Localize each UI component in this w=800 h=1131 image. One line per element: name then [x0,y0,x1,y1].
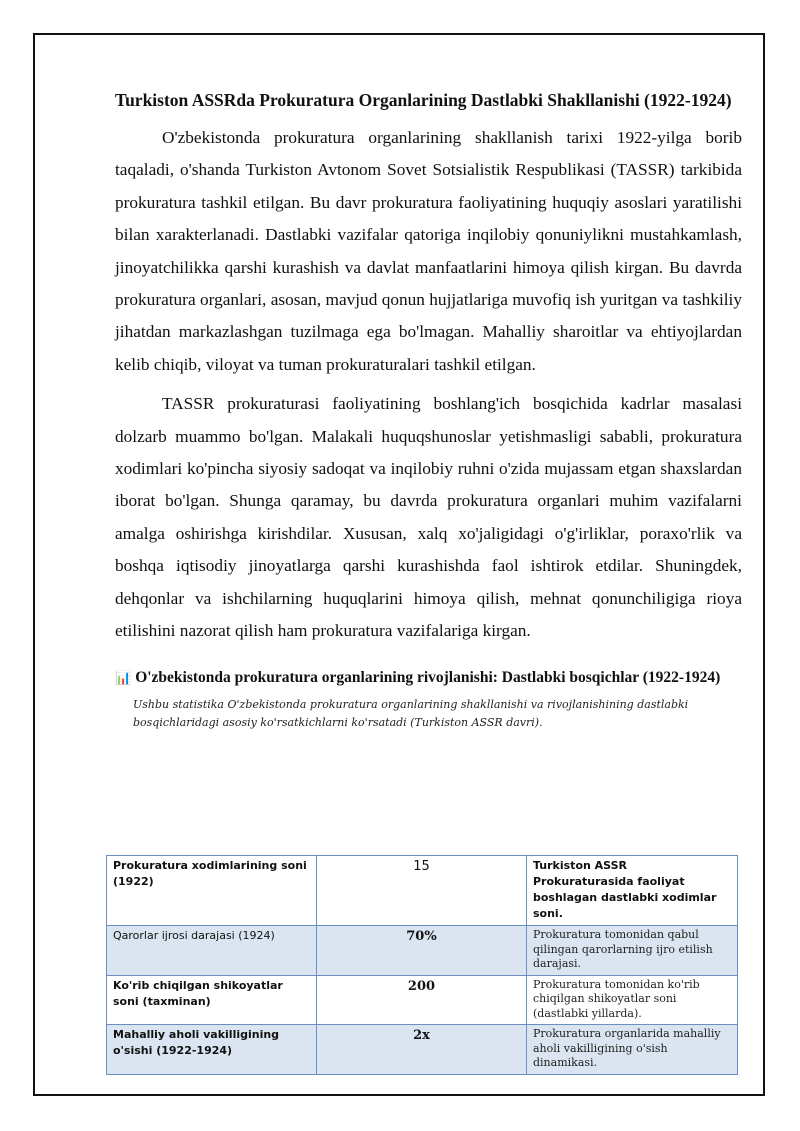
row-value: 70% [317,926,527,976]
row-label: Qarorlar ijrosi darajasi (1924) [107,926,317,976]
stats-title: O'zbekistonda prokuratura organlarining rivojlanishi: Dastlabki bosqichlar (1922-1924) [135,668,721,686]
row-label: Prokuratura xodimlarining soni (1922) [107,856,317,926]
stats-heading [115,666,742,690]
row-note: Prokuratura tomonidan ko'rib chiqilgan shikoyatlar soni (dastlabki yillarda). [527,975,738,1025]
table-row [107,856,738,926]
row-value: 200 [317,975,527,1025]
document-title: Turkiston ASSRda Prokuratura Organlarining Dastlabki Shakllanishi (1922-1924) [115,90,732,110]
row-note: Prokuratura organlarida mahalliy aholi vakilligining o'sish dinamikasi. [527,1025,738,1075]
table-row [107,926,738,976]
row-note: Prokuratura tomonidan qabul qilingan qarorlarning ijro etilish darajasi. [527,926,738,976]
document-body [115,88,742,737]
row-value: 15 [317,856,527,926]
stats-table [106,855,738,1075]
table-row [107,1025,738,1075]
row-label: Mahalliy aholi vakilligining o'sishi (1922-1924) [107,1025,317,1075]
paragraph-1: O'zbekistonda prokuratura organlarining shakllanish tarixi 1922-yilga borib taqaladi, o'shanda Turkiston Avtonom Sovet Sotsialistik Respublikasi (TASSR) tarkibida prokuratura tashkil etilgan. Bu davr prokuratura faoliyatining huquqiy asoslari yaratilishi bilan xarakterlanadi. Dastlabki vazifalar qatoriga inqilobiy qonuniylikni mustahkamlash, jinoyatchilikka qarshi kurashish va davlat manfaatlarini himoya qilish kirgan. Bu davrda prokuratura organlari, asosan, mavjud qonun hujjatlariga muvofiq ish yuritgan va tashkiliy jihatdan markazlashgan tuzilmaga ega bo'lmagan. Mahalliy sharoitlar va ehtiyojlardan kelib chiqib, viloyat va tuman prokuraturalari tashkil etilgan. [115,128,742,374]
row-note: Turkiston ASSR Prokuraturasida faoliyat boshlagan dastlabki xodimlar soni. [527,856,738,926]
stats-description: Ushbu statistika O'zbekistonda prokuratura organlarining shakllanishi va rivojlanishining dastlabki bosqichlaridagi asosiy ko'rsatkichlarni ko'rsatadi (Turkiston ASSR davri). [133,697,689,729]
table-row [107,975,738,1025]
row-value: 2x [317,1025,527,1075]
bar-chart-icon: 📊 [115,670,132,686]
paragraph-2: TASSR prokuraturasi faoliyatining boshlang'ich bosqichida kadrlar masalasi dolzarb muammo bo'lgan. Malakali huquqshunoslar yetishmasligi sababli, prokuratura xodimlari ko'pincha siyosiy sadoqat va inqilobiy ruhni o'zida mujassam etgan shaxslardan iborat bo'lgan. Shunga qaramay, bu davrda prokuratura organlari muhim vazifalarni amalga oshirishga kirishdilar. Xususan, xalq xo'jaligidagi o'g'irliklar, poraxo'rlik va boshqa iqtisodiy jinoyatlarga qarshi kurashishda faol ishtirok etdilar. Shuningdek, dehqonlar va ishchilarning huquqlarini himoya qilish, mehnat qonunchiligiga rioya etilishini nazorat qilish ham prokuratura vazifalariga kirgan. [115,394,742,641]
row-label: Ko'rib chiqilgan shikoyatlar soni (taxminan) [107,975,317,1025]
